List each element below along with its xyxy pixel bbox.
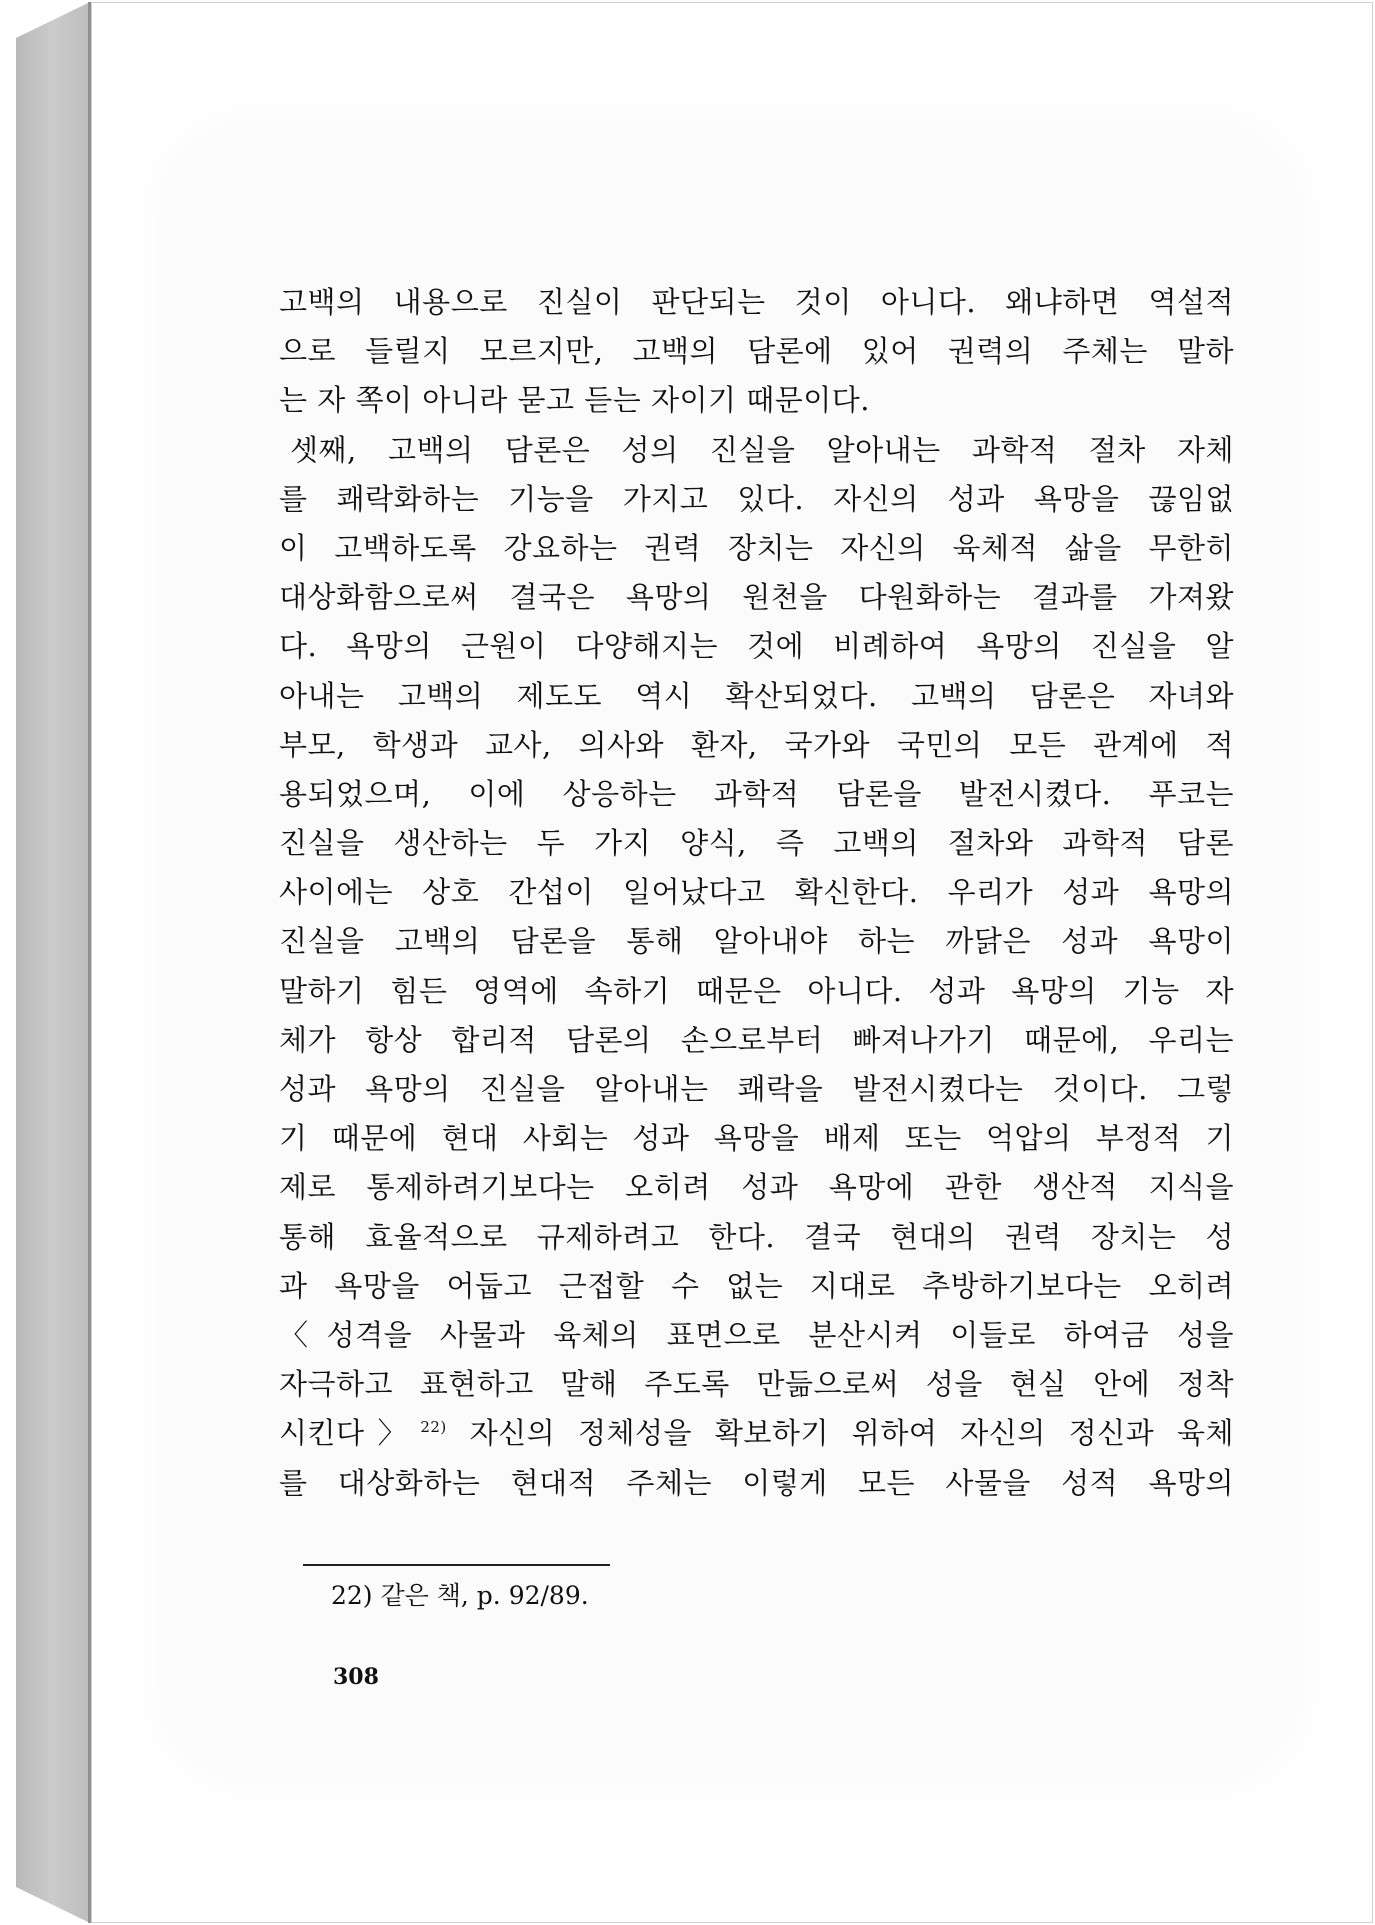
book-spine xyxy=(16,2,90,1923)
text-line: 사이에는 상호 간섭이 일어났다고 확신한다. 우리가 성과 욕망의 xyxy=(279,875,1234,910)
text-line: 과 욕망을 어둡고 근접할 수 없는 지대로 추방하기보다는 오히려 xyxy=(279,1268,1234,1303)
text-line: 는 자 쪽이 아니라 묻고 듣는 자이기 때문이다. xyxy=(279,383,870,418)
text-line: 자극하고 표현하고 말해 주도록 만듦으로써 성을 현실 안에 정착 xyxy=(279,1367,1234,1402)
text-line: 〈성격을 사물과 육체의 표면으로 분산시켜 이들로 하여금 성을 xyxy=(279,1317,1234,1352)
text-line: 으로 들릴지 모르지만, 고백의 담론에 있어 권력의 주체는 말하 xyxy=(279,334,1234,369)
footnote-reference: 22) xyxy=(420,1418,447,1437)
text-line: 이 고백하도록 강요하는 권력 장치는 자신의 육체적 삶을 무한히 xyxy=(279,530,1234,565)
text-line: 고백의 내용으로 진실이 판단되는 것이 아니다. 왜냐하면 역설적 xyxy=(279,285,1234,319)
text-line: 진실을 고백의 담론을 통해 알아내야 하는 까닭은 성과 욕망이 xyxy=(279,924,1234,959)
text-line: 를 대상화하는 현대적 주체는 이렇게 모든 사물을 성적 욕망의 xyxy=(279,1465,1234,1500)
footnote: 22) 같은 책, p. 92/89. xyxy=(331,1581,589,1610)
text-line: 용되었으며, 이에 상응하는 과학적 담론을 발전시켰다. 푸코는 xyxy=(279,776,1234,811)
text-line: 체가 항상 합리적 담론의 손으로부터 빠져나가기 때문에, 우리는 xyxy=(279,1022,1234,1057)
page-number: 308 xyxy=(333,1664,379,1690)
text-line: 성과 욕망의 진실을 알아내는 쾌락을 발전시켰다는 것이다. 그렇 xyxy=(279,1072,1234,1106)
text-line: 진실을 생산하는 두 가지 양식, 즉 고백의 절차와 과학적 담론 xyxy=(279,826,1234,861)
text-line-with-note xyxy=(279,1409,1234,1458)
text-line: 다. 욕망의 근원이 다양해지는 것에 비례하여 욕망의 진실을 알 xyxy=(279,629,1234,664)
text-line: 대상화함으로써 결국은 욕망의 원천을 다원화하는 결과를 가져왔 xyxy=(279,580,1234,615)
text-line: 제로 통제하려기보다는 오히려 성과 욕망에 관한 생산적 지식을 xyxy=(279,1170,1234,1205)
text-line: 아내는 고백의 제도도 역시 확산되었다. 고백의 담론은 자녀와 xyxy=(279,678,1234,713)
text-line: 기 때문에 현대 사회는 성과 욕망을 배제 또는 억압의 부정적 기 xyxy=(279,1121,1234,1156)
body-text xyxy=(279,278,1234,1508)
text-segment: 시킨다〉 xyxy=(279,1416,421,1451)
footnote-divider xyxy=(303,1564,610,1566)
text-line: 를 쾌락화하는 기능을 가지고 있다. 자신의 성과 욕망을 끊임없 xyxy=(279,481,1234,516)
text-segment: 자신의 정체성을 확보하기 위하여 자신의 정신과 육체 xyxy=(446,1416,1234,1451)
text-line: 셋째, 고백의 담론은 성의 진실을 알아내는 과학적 절차 자체 xyxy=(290,432,1234,467)
text-line: 말하기 힘든 영역에 속하기 때문은 아니다. 성과 욕망의 기능 자 xyxy=(279,973,1234,1008)
text-line: 통해 효율적으로 규제하려고 한다. 결국 현대의 권력 장치는 성 xyxy=(279,1219,1234,1254)
text-line: 부모, 학생과 교사, 의사와 환자, 국가와 국민의 모든 관계에 적 xyxy=(279,727,1234,762)
